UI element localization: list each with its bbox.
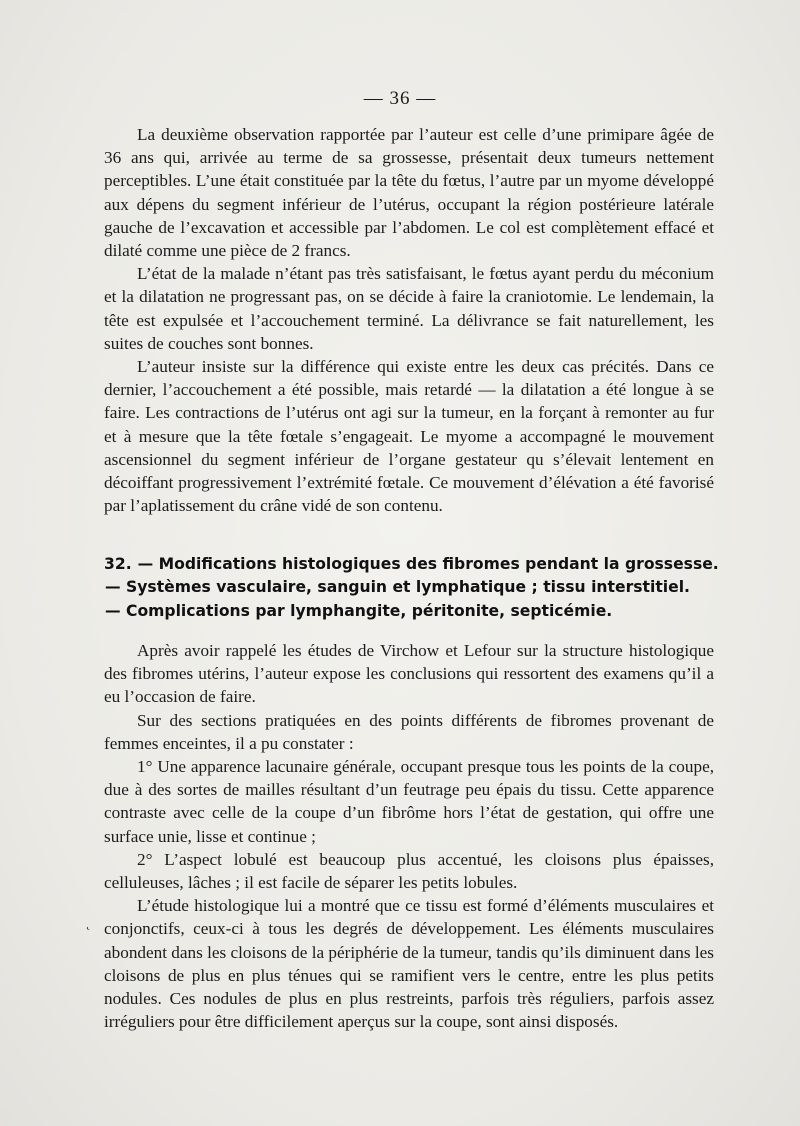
section-title-line: — Modifications histologiques des fibromes pendant la grossesse. (137, 555, 719, 573)
text-block-bottom (104, 639, 714, 1033)
paragraph: 1° Une apparence lacunaire générale, occupant presque tous les points de la coupe, due à des sortes de mailles résultant d’un feutrage peu épais du tissu. Cette apparence contraste avec celle de la coupe d’un fibrôme hors l’état de gestation, qui offre une surface unie, lisse et continue ; (104, 757, 714, 846)
paragraph: L’étude histologique lui a montré que ce tissu est formé d’éléments musculaires et conjonctifs, ceux-ci à tous les degrés de développement. Les éléments musculaires abondent dans les cloisons de la périphérie de la tumeur, tandis qu’ils diminuent dans les cloisons de plus en plus ténues qui se ramifient vers le centre, entre les plus petits nodules. Ces nodules de plus en plus restreints, parfois très réguliers, parfois assez irréguliers pour être difficilement aperçus sur la coupe, sont ainsi disposés. (104, 896, 714, 1032)
paragraph: Après avoir rappelé les études de Virchow et Lefour sur la structure histologique des fibromes utérins, l’auteur expose les conclusions qui ressortent des examens qu’il a eu l’occasion de faire. (104, 641, 714, 707)
section-number: 32. (104, 555, 132, 573)
page-number: — 36 — (363, 88, 437, 109)
margin-mark: ˛ (86, 916, 91, 931)
paragraph: La deuxième observation rapportée par l’auteur est celle d’une primipare âgée de 36 ans qui, arrivée au terme de sa grossesse, présentait deux tumeurs nettement perceptibles. L’une était constituée par la tête du fœtus, l’autre par un myome développé aux dépens du segment inférieur de l’utérus, occupant la région postérieure latérale gauche de l’excavation et accessible par l’abdomen. Le col est complètement effacé et dilaté comme une pièce de 2 francs. (104, 125, 714, 261)
paragraph: L’état de la malade n’étant pas très satisfaisant, le fœtus ayant perdu du méconium et la dilatation ne progressant pas, on se décide à faire la craniotomie. Le lendemain, la tête est expulsée et l’accouchement terminé. La délivrance se fait naturellement, les suites de couches sont bonnes. (104, 264, 714, 353)
text-block-top (104, 123, 714, 517)
section-heading-line-2: — Systèmes vasculaire, sanguin et lymphatique ; tissu interstitiel. (105, 578, 690, 597)
section-heading-line-1 (104, 553, 724, 576)
paragraph: L’auteur insiste sur la différence qui existe entre les deux cas précités. Dans ce dernier, l’accouchement a été possible, mais retardé — la dilatation a été longue à se faire. Les contractions de l’utérus ont agi sur la tumeur, en la forçant à remonter au fur et à mesure que la tête fœtale s’engageait. Le myome a accompagné le mouvement ascensionnel du segment inférieur de l’organe gestateur qu s’élevait lentement en décoiffant progressivement l’extrémité fœtale. Ce mouvement d’élévation a été favorisé par l’aplatissement du crâne vidé de son contenu. (104, 357, 714, 516)
section-heading-line-3: — Complications par lymphangite, péritonite, septicémie. (105, 601, 613, 620)
paragraph: Sur des sections pratiquées en des points différents de fibromes provenant de femmes enceintes, il a pu constater : (104, 710, 714, 753)
paragraph: 2° L’aspect lobulé est beaucoup plus accentué, les cloisons plus épaisses, celluleuses, lâches ; il est facile de séparer les petits lobules. (104, 849, 714, 893)
section-heading (104, 553, 724, 623)
